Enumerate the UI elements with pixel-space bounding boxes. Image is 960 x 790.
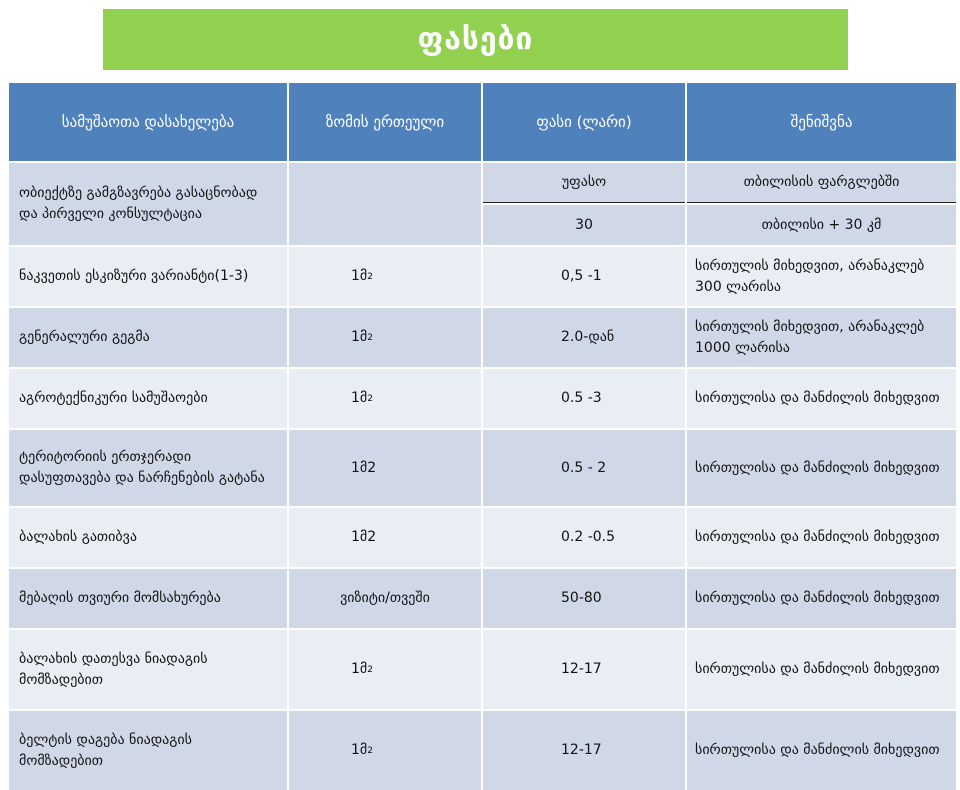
row-unit: 1მ 2 (289, 369, 481, 428)
row-note-tbilisi-30km: თბილისი + 30 კმ (687, 205, 956, 245)
row-name: მებაღის თვიური მომსახურება (9, 569, 287, 628)
row-price: 2.0-დან (483, 308, 685, 367)
row-note: სირთულისა და მანძილის მიხედვით (687, 508, 956, 567)
row-note: სირთულისა და მანძილის მიხედვით (687, 430, 956, 506)
title-banner (103, 9, 848, 70)
row-name: ბალახის დათესვა ნიადაგის მომზადებით (9, 630, 287, 709)
page-title: ფასები (417, 22, 534, 57)
row-price: 12-17 (483, 630, 685, 709)
row-name: ტერიტორიის ერთჯერადი დასუფთავება და ნარჩენების გატანა (9, 430, 287, 506)
row-price: 0,5 -1 (483, 247, 685, 306)
header-work-name: სამუშაოთა დასახელება (9, 83, 287, 161)
row-price-30: 30 (483, 205, 685, 245)
row-name: ბელტის დაგება ნიადაგის მომზადებით (9, 711, 287, 790)
row-name: ნაკვეთის ესკიზური ვარიანტი(1-3) (9, 247, 287, 306)
row-note-tbilisi: თბილისის ფარგლებში (687, 163, 956, 203)
row-unit: 1მ 2 (289, 247, 481, 306)
row-price-free: უფასო (483, 163, 685, 203)
row-unit (289, 163, 481, 245)
row-unit: 1მ2 (289, 430, 481, 506)
price-table (9, 83, 950, 772)
row-note: სირთულისა და მანძილის მიხედვით (687, 369, 956, 428)
row-note: სირთულის მიხედვით, არანაკლებ 300 ლარისა (687, 247, 956, 306)
row-name: გენერალური გეგმა (9, 308, 287, 367)
header-price: ფასი (ლარი) (483, 83, 685, 161)
row-unit: 1მ 2 (289, 308, 481, 367)
row-price: 0.2 -0.5 (483, 508, 685, 567)
row-unit: 1მ2 (289, 508, 481, 567)
row-name: ბალახის გათიბვა (9, 508, 287, 567)
row-price: 50-80 (483, 569, 685, 628)
row-unit: 1მ 2 (289, 630, 481, 709)
row-note: სირთულისა და მანძილის მიხედვით (687, 711, 956, 790)
header-note: შენიშვნა (687, 83, 956, 161)
row-note: სირთულის მიხედვით, არანაკლებ 1000 ლარისა (687, 308, 956, 367)
row-price: 12-17 (483, 711, 685, 790)
row-price: 0.5 -3 (483, 369, 685, 428)
row-unit: ვიზიტი/თვეში (289, 569, 481, 628)
row-note: სირთულისა და მანძილის მიხედვით (687, 630, 956, 709)
row-price: 0.5 - 2 (483, 430, 685, 506)
row-name: ობიექტზე გამგზავრება გასაცნობად და პირველი კონსულტაცია (9, 163, 287, 245)
row-note: სირთულისა და მანძილის მიხედვით (687, 569, 956, 628)
header-unit: ზომის ერთეული (289, 83, 481, 161)
row-unit: 1მ 2 (289, 711, 481, 790)
row-name: აგროტექნიკური სამუშაოები (9, 369, 287, 428)
